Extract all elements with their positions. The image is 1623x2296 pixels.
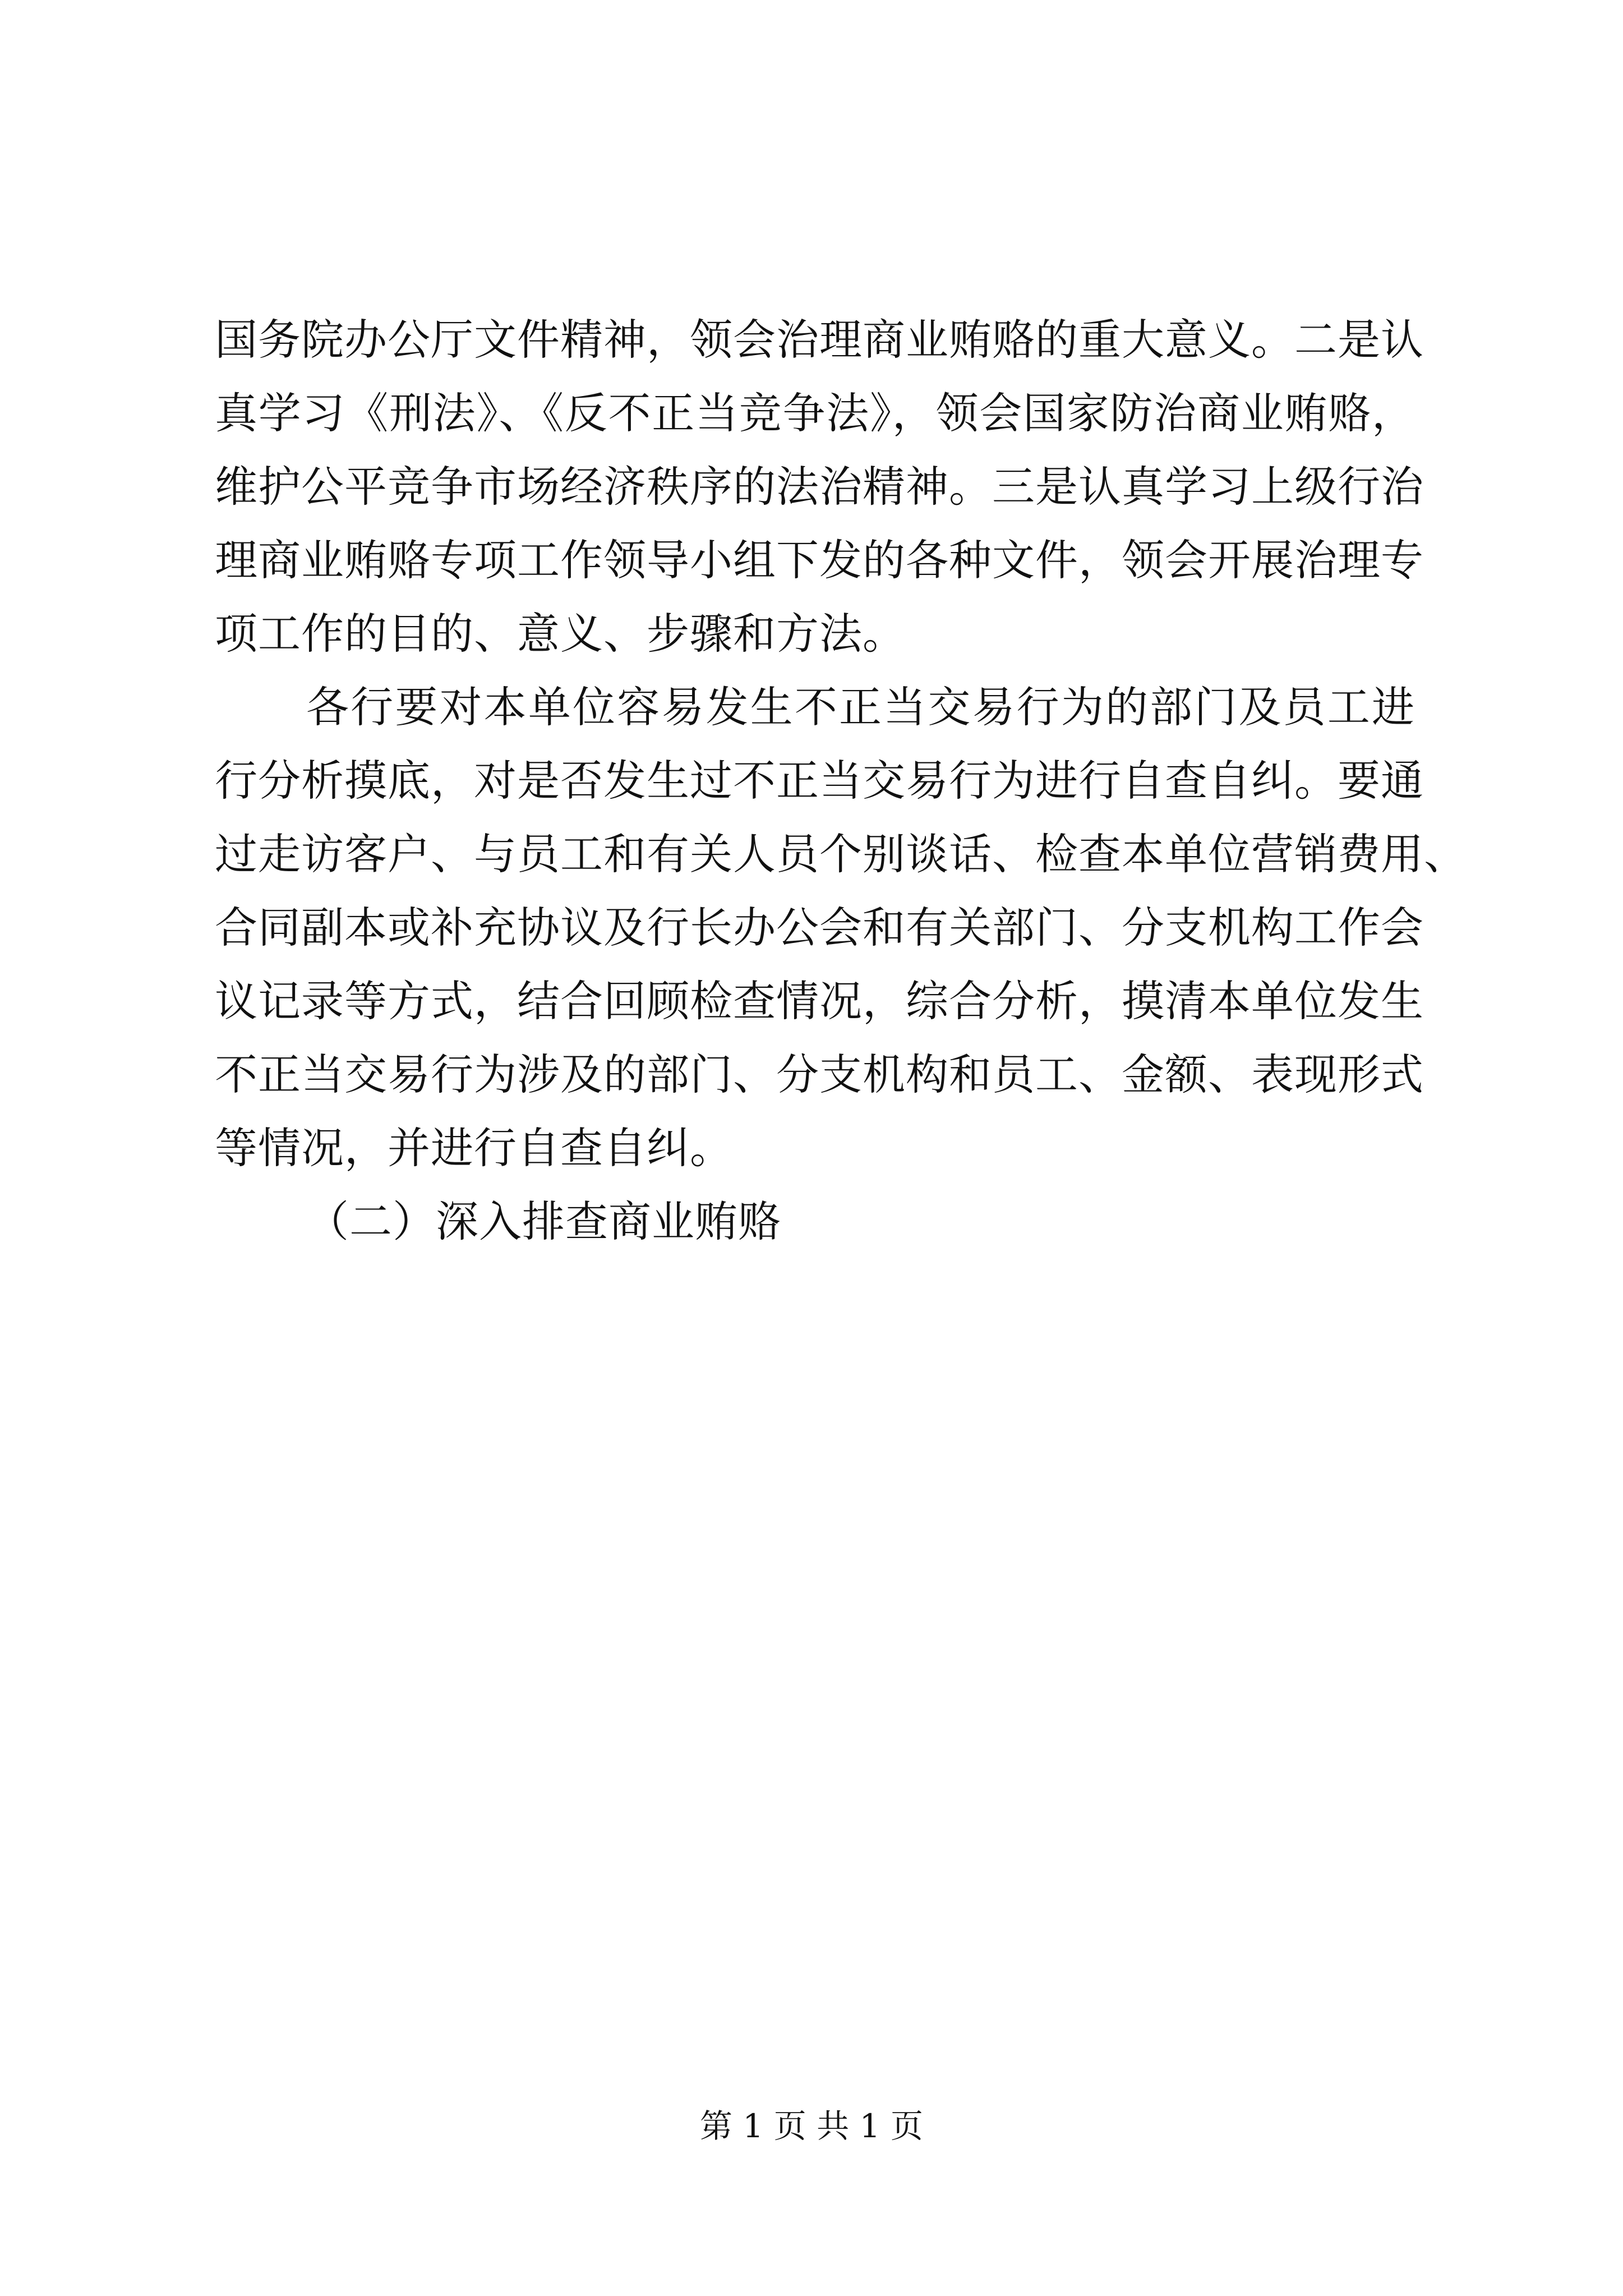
text-line: 理商业贿赂专项工作领导小组下发的各种文件，领会开展治理专 [215,535,1424,585]
text-line: 行分析摸底，对是否发生过不正当交易行为进行自查自纠。要通 [215,756,1424,806]
text-line: 维护公平竞争市场经济秩序的法治精神。三是认真学习上级行治 [215,462,1424,512]
text-line: 过走访客户、与员工和有关人员个别谈话、检查本单位营销费用、 [215,829,1467,879]
paragraph-self-inspection [215,670,1467,1185]
document-body [215,303,1467,1258]
text-line: 真学习《刑法》、《反不正当竞争法》，领会国家防治商业贿赂， [215,388,1415,438]
text-line: 合同副本或补充协议及行长办公会和有关部门、分支机构工作会 [215,903,1424,953]
text-line: 等情况，并进行自查自纠。 [215,1123,733,1173]
paragraph-continuation [215,303,1424,670]
page-footer: 第 1 页 共 1 页 [700,2107,923,2145]
text-line: 国务院办公厅文件精神，领会治理商业贿赂的重大意义。二是认 [215,315,1424,365]
text-line: 议记录等方式，结合回顾检查情况，综合分析，摸清本单位发生 [215,976,1424,1026]
text-line: 不正当交易行为涉及的部门、分支机构和员工、金额、表现形式 [215,1050,1424,1099]
section-heading-text: （二）深入排查商业贿赂 [306,1197,781,1246]
section-heading [215,1185,1415,1258]
text-line: 项工作的目的、意义、步骤和方法。 [215,609,906,659]
text-line: 各行要对本单位容易发生不正当交易行为的部门及员工进 [306,682,1415,732]
